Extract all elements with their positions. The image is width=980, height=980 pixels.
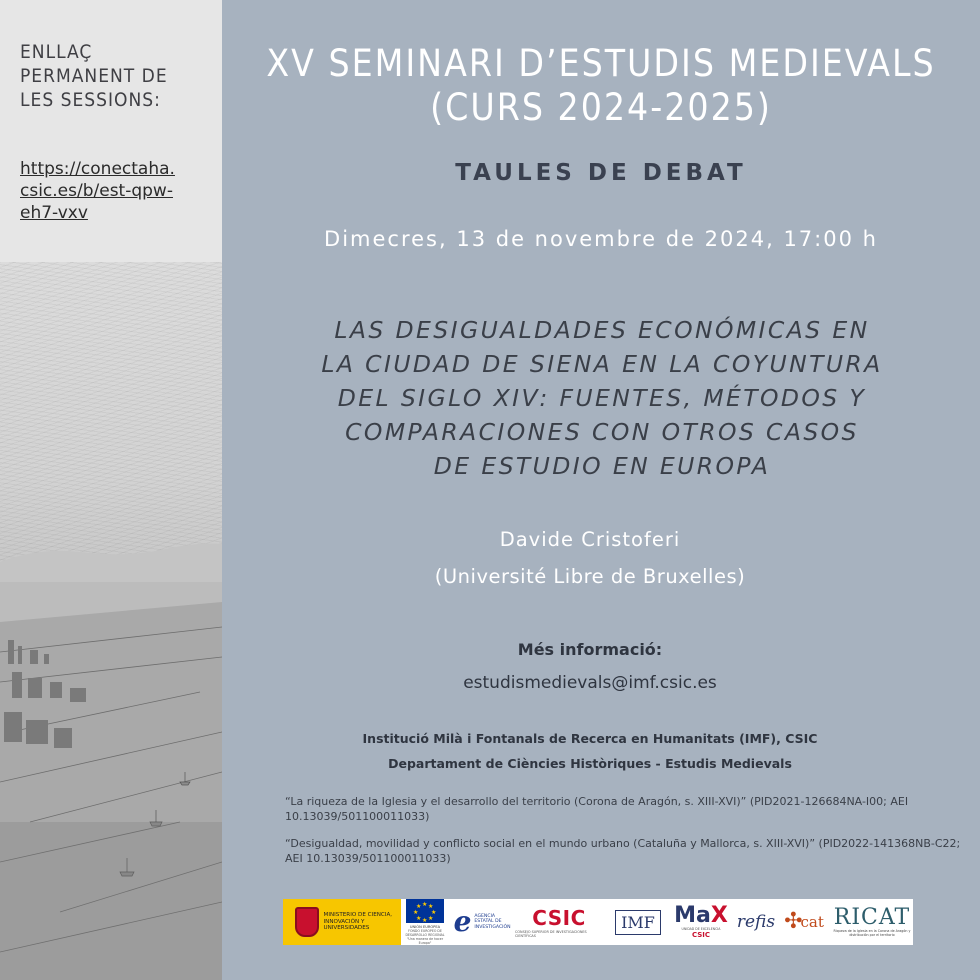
refis-wordmark: refis — [736, 912, 776, 932]
speaker-affiliation: (Université Libre de Bruxelles) — [434, 565, 746, 588]
cat-wordmark: cat — [800, 913, 824, 931]
aei-mark-icon: e — [453, 905, 472, 938]
eu-title: UNIÓN EUROPEA — [409, 925, 441, 929]
cat-star-icon: ✣ — [784, 909, 803, 934]
ministry-logo — [283, 899, 401, 945]
medieval-city-engraving — [0, 262, 222, 980]
ricat-logo — [831, 899, 913, 945]
csic-wordmark: CSIC — [532, 906, 586, 930]
eu-feder-logo — [403, 899, 447, 945]
funding-project: “Desigualdad, movilidad y conflicto social en el mundo urbano (Cataluña y Mallorca, s. XIII-XVI)” (PID2022-141368NB-C22; AEI 10.13039/501100011033) — [285, 837, 961, 865]
imf-logo — [609, 899, 667, 945]
eu-fund: FONDO EUROPEO DE DESARROLLO REGIONAL — [405, 929, 445, 937]
csic-logo — [515, 899, 603, 945]
cat-logo — [779, 899, 829, 945]
speaker-name: Davide Cristoferi — [499, 528, 681, 551]
event-type: TAULES DE DEBAT — [455, 160, 747, 186]
aei-logo — [449, 899, 511, 945]
aei-text: AGENCIA ESTATAL DE INVESTIGACIÓN — [474, 913, 511, 930]
max-csic: CSIC — [691, 931, 711, 939]
more-info-label: Més informació: — [517, 640, 663, 659]
spain-coat-of-arms-icon — [295, 907, 319, 937]
max-subtitle: UNIDAD DE EXCELENCIA — [681, 927, 721, 931]
eu-flag-icon: ★ ★ ★ ★ ★ ★ ★ ★ — [406, 899, 444, 923]
max-logo — [671, 899, 731, 945]
department-line: Departament de Ciències Històriques - Estudis Medievals — [388, 756, 792, 771]
eu-motto: "Una manera de hacer Europa" — [406, 937, 444, 945]
csic-subtitle: CONSEJO SUPERIOR DE INVESTIGACIONES CIENTÍFICAS — [515, 930, 587, 938]
institution-line: Institució Milà i Fontanals de Recerca en Humanitats (IMF), CSIC — [362, 731, 818, 746]
ricat-wordmark: RICAT — [833, 905, 911, 930]
imf-wordmark: IMF — [615, 910, 661, 935]
refis-logo — [733, 899, 779, 945]
contact-email-link[interactable]: estudismedievals@imf.csic.es — [463, 673, 717, 693]
seminar-title: XV SEMINARI D’ESTUDIS MEDIEVALS (CURS 2024-2025) — [266, 42, 936, 129]
session-link[interactable]: https://conectaha. csic.es/b/est-qpw- eh7-vxv — [20, 159, 175, 223]
talk-title: LAS DESIGUALDADES ECONÓMICAS EN LA CIUDAD DE SIENA EN LA COYUNTURA DEL SIGLO XIV: FUENTES, MÉTODOS Y COMPARACIONES CON OTROS CASOS DE ESTUDIO EN EUROPA — [321, 316, 883, 480]
ricat-subtitle: Riqueza de la Iglesia en la Corona de Aragón y distribución por el territorio — [833, 929, 911, 937]
max-wordmark: MaX — [674, 903, 728, 928]
event-datetime: Dimecres, 13 de novembre de 2024, 17:00 h — [324, 227, 878, 251]
sponsor-logos-strip — [283, 899, 913, 945]
funding-project: “La riqueza de la Iglesia y el desarrollo del territorio (Corona de Aragón, s. XIII-XVI)” (PID2021-126684NA-I00; AEI 10.13039/501100011033) — [285, 795, 909, 823]
permanent-link-panel — [0, 0, 222, 262]
permanent-link-heading: ENLLAÇ PERMANENT DE LES SESSIONS: — [20, 41, 168, 111]
ministry-logo-text: MINISTERIO DE CIENCIA, INNOVACIÓN Y UNIVERSIDADES — [323, 912, 393, 932]
